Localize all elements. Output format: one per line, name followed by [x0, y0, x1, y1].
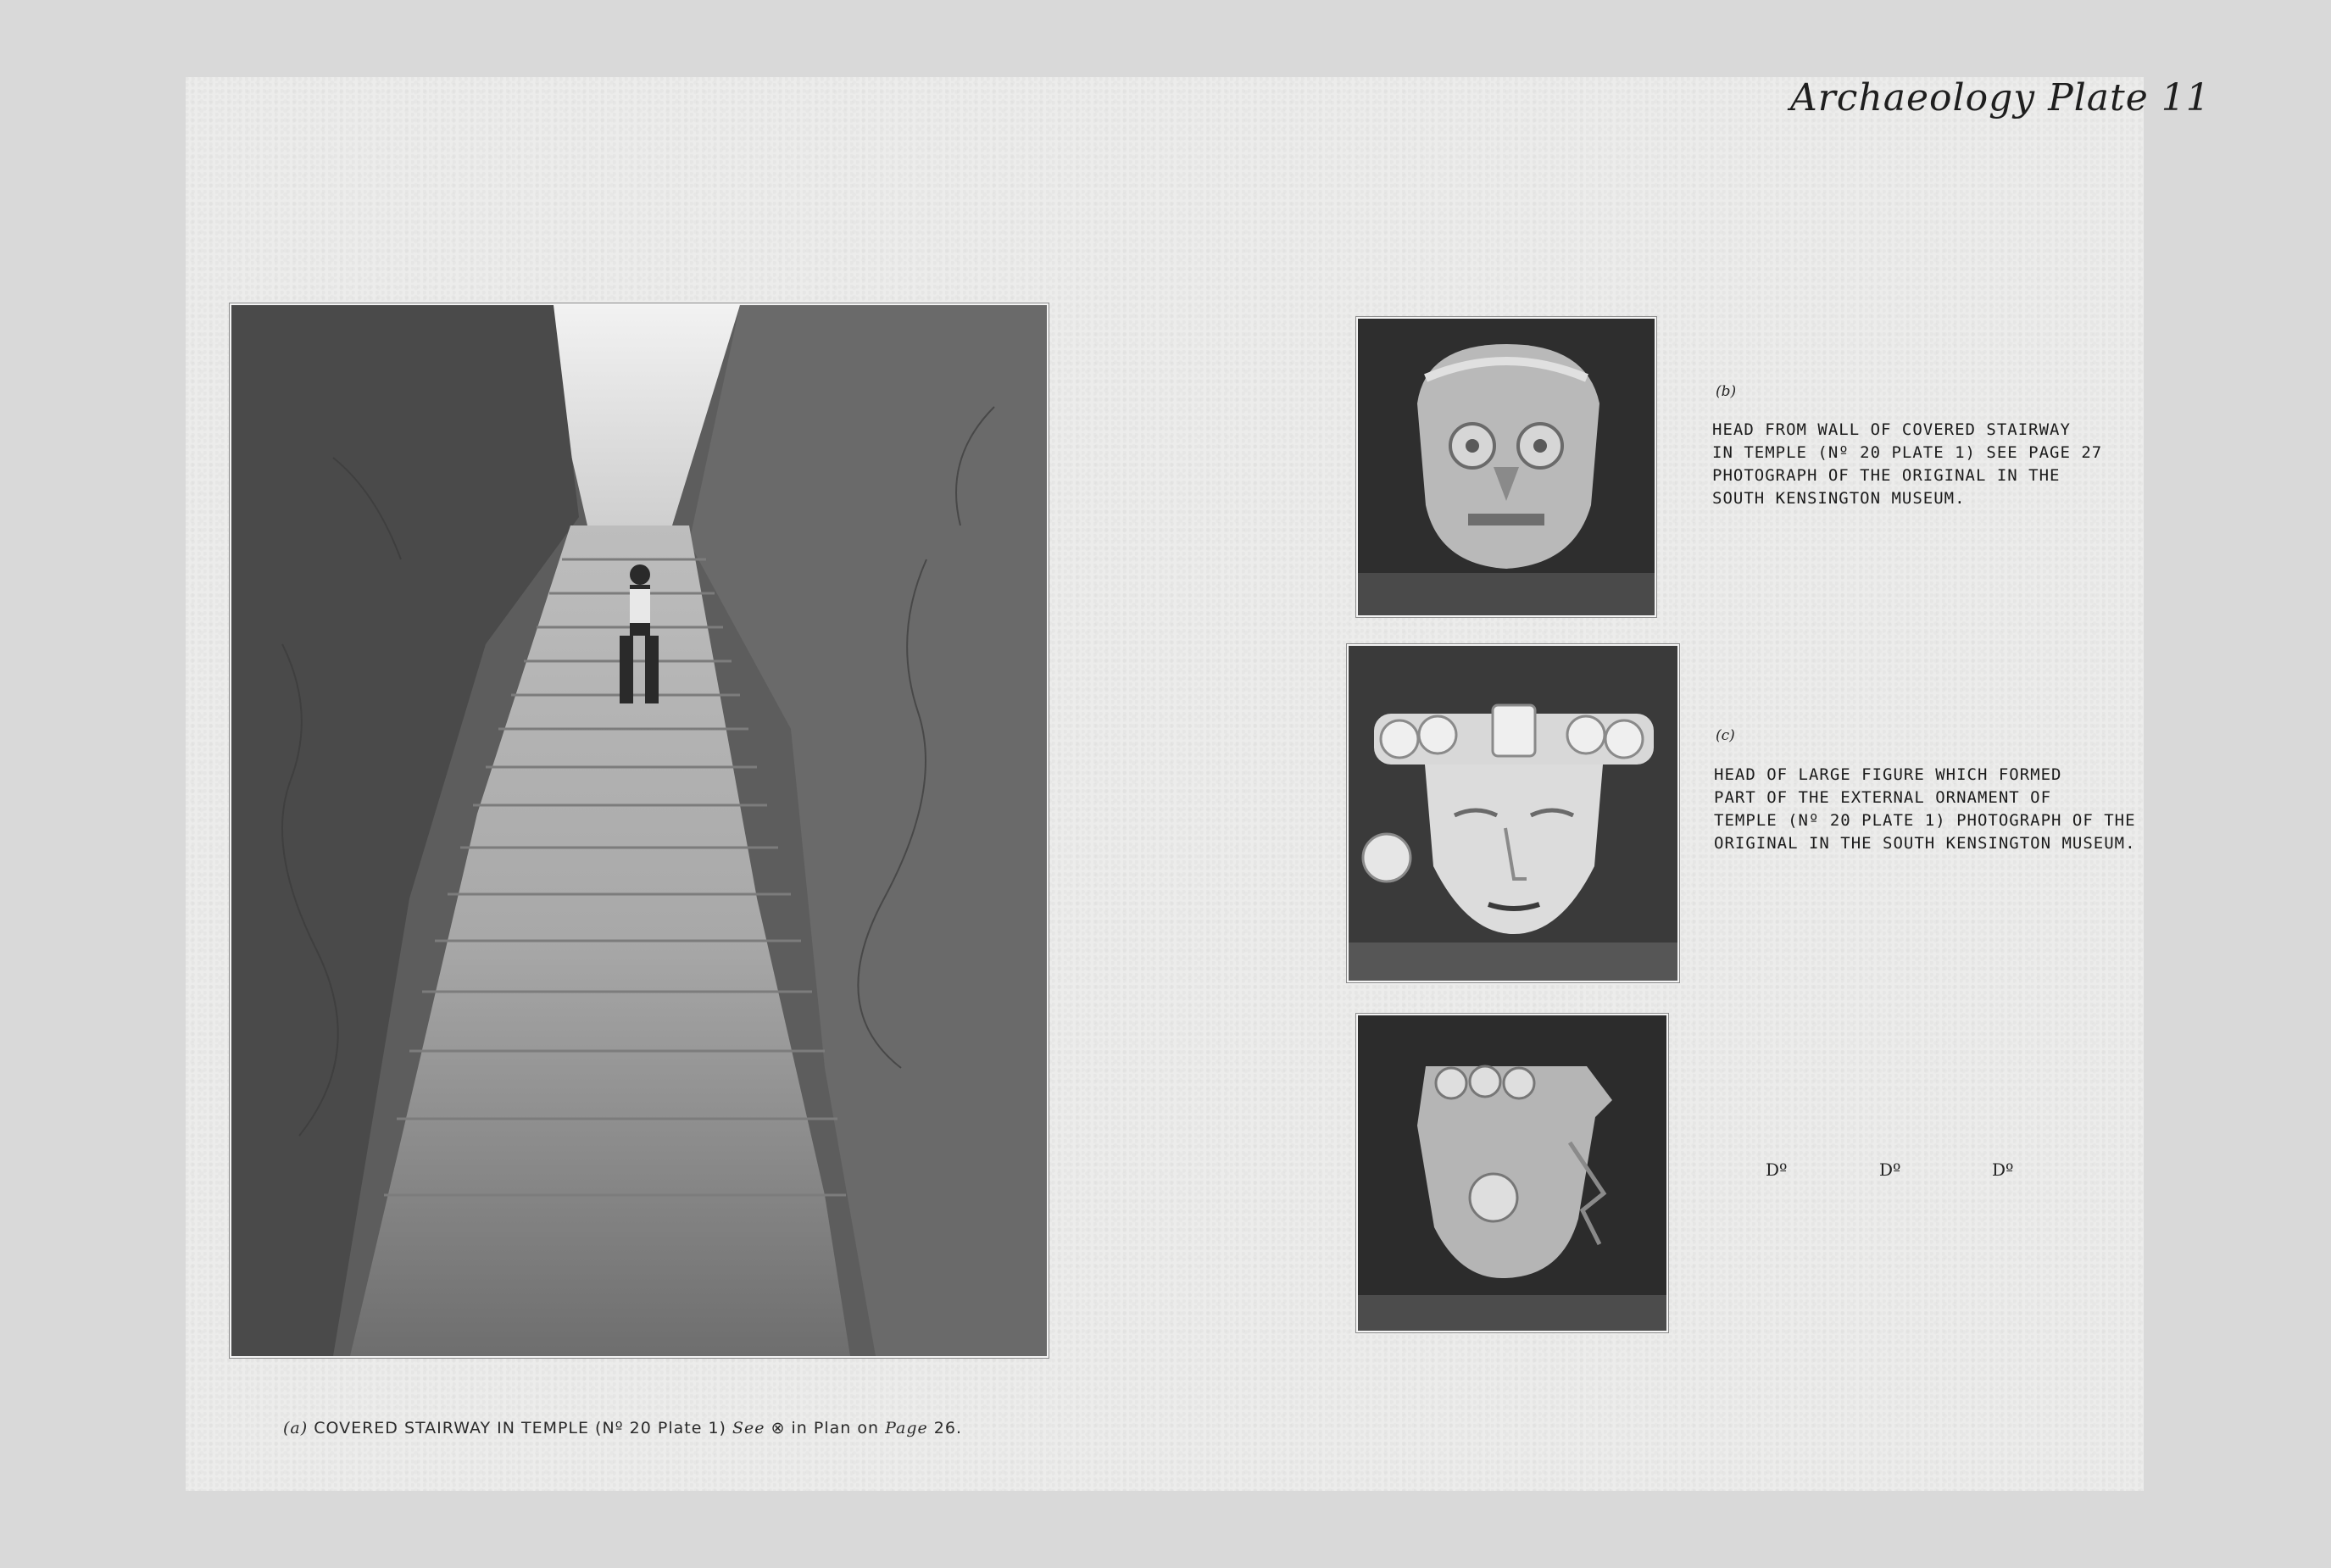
stairway-photo: [230, 303, 1049, 1358]
ditto-mark: Dº: [1766, 1159, 1788, 1180]
figure-b-caption: [1712, 419, 2102, 510]
page-number: 26.: [933, 1419, 963, 1437]
caption-line: ORIGINAL IN THE SOUTH KENSINGTON MUSEUM.: [1714, 834, 2136, 853]
caption-line: SOUTH KENSINGTON MUSEUM.: [1712, 489, 1966, 508]
figure-b-letter: (b): [1716, 383, 1737, 400]
page-text: Page: [885, 1419, 928, 1437]
caption-line: HEAD OF LARGE FIGURE WHICH FORMED: [1714, 765, 2062, 784]
figure-a-caption-text: COVERED STAIRWAY IN TEMPLE (Nº 20 Plate 1): [314, 1419, 726, 1437]
figure-a-caption: [283, 1419, 962, 1437]
in-plan-text: in Plan on: [791, 1419, 880, 1437]
caption-line: IN TEMPLE (Nº 20 PLATE 1) SEE PAGE 27: [1712, 443, 2103, 462]
ditto-mark: Dº: [1879, 1159, 1901, 1180]
caption-line: PART OF THE EXTERNAL ORNAMENT OF: [1714, 788, 2052, 807]
caption-line: TEMPLE (Nº 20 PLATE 1) PHOTOGRAPH OF THE: [1714, 811, 2136, 830]
plate-title: Archaeology Plate 11: [1790, 76, 2211, 120]
see-text: See: [732, 1419, 765, 1437]
figure-c-caption: [1714, 764, 2136, 855]
caption-line: HEAD FROM WALL OF COVERED STAIRWAY: [1712, 420, 2071, 439]
head-b-photo: [1356, 317, 1656, 617]
head-d-photo: [1356, 1014, 1668, 1332]
figure-a-letter: (a): [283, 1419, 309, 1437]
figure-c-letter: (c): [1716, 727, 1735, 744]
plan-symbol: ⊗: [771, 1419, 786, 1437]
caption-line: PHOTOGRAPH OF THE ORIGINAL IN THE: [1712, 466, 2061, 485]
ditto-mark: Dº: [1992, 1159, 2014, 1180]
head-c-photo: [1347, 644, 1679, 982]
